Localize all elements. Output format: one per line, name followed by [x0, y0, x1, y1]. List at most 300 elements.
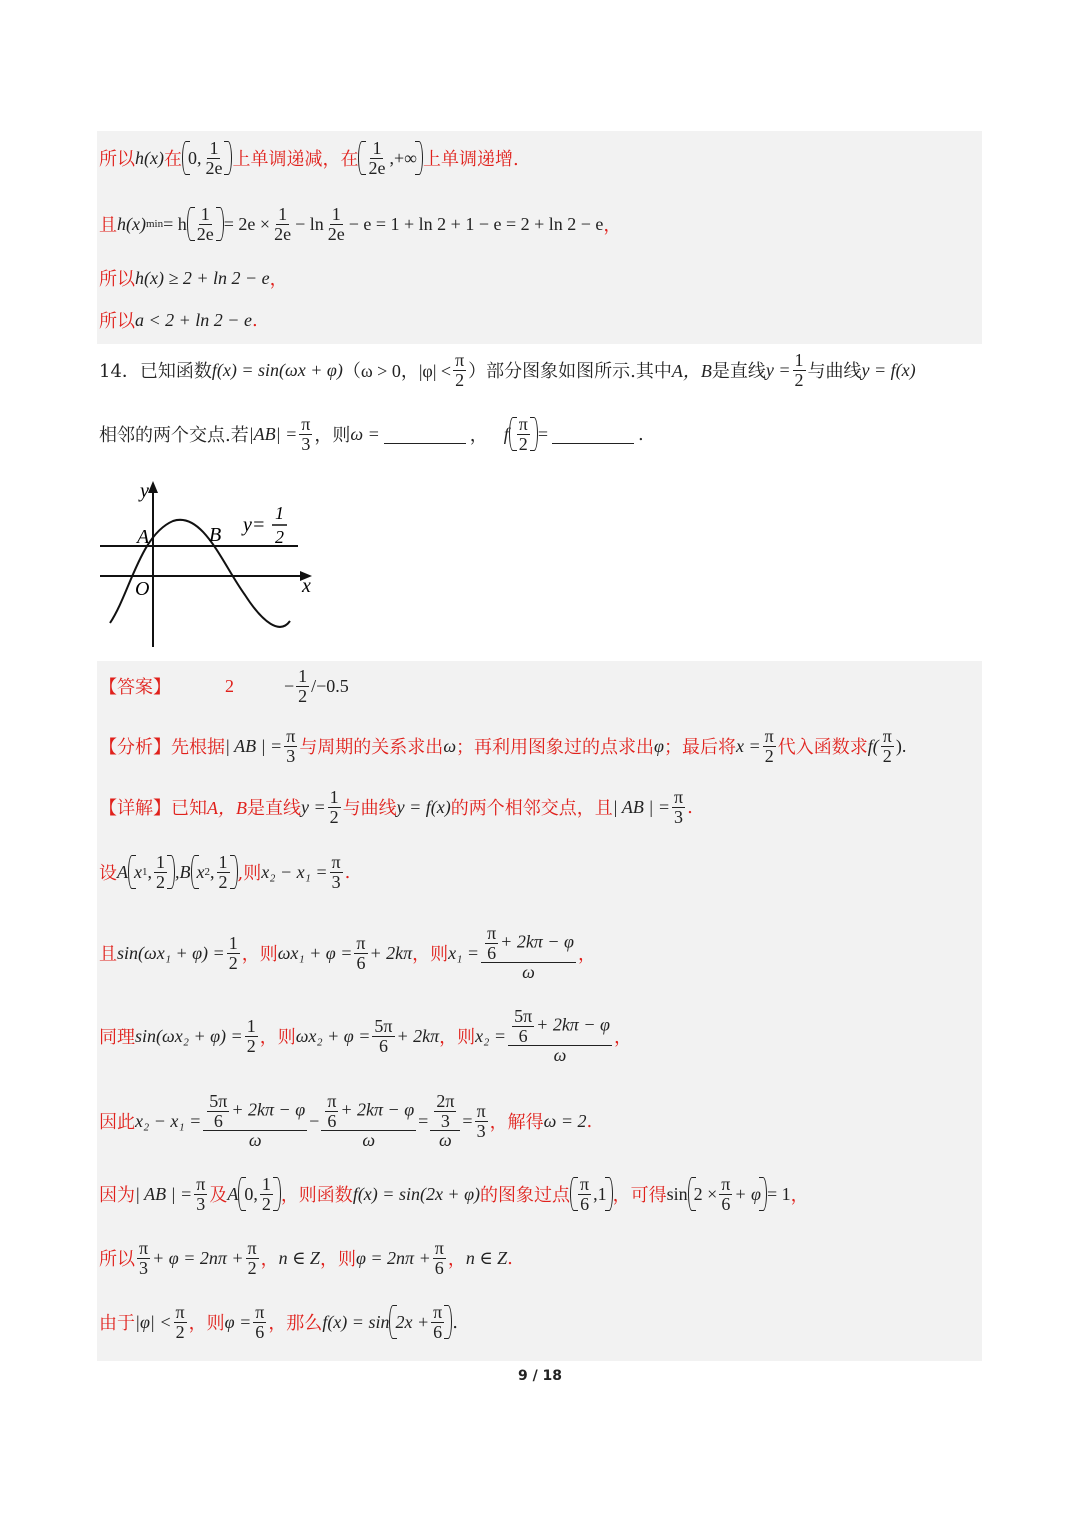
- math: ,B: [175, 861, 191, 882]
- fraction: [578, 1175, 591, 1214]
- fraction: [328, 788, 341, 827]
- answer-label: 【答案】: [99, 677, 171, 698]
- num: π: [764, 725, 774, 746]
- paren: [187, 205, 224, 244]
- detail-line-2: [99, 842, 350, 902]
- math: = h: [163, 213, 187, 234]
- fraction: [137, 1239, 150, 1278]
- math: −: [284, 675, 295, 696]
- y-axis-label: y: [140, 480, 149, 502]
- num: [430, 1092, 460, 1132]
- text: ，: [447, 1249, 466, 1270]
- fraction: [174, 1303, 187, 1342]
- num: 1: [261, 1173, 271, 1194]
- answer-value-1: 2: [225, 675, 234, 696]
- fraction: [485, 924, 498, 963]
- math: + 2kπ: [369, 942, 413, 963]
- math: y = f(x): [861, 359, 916, 380]
- math: y =: [301, 796, 326, 817]
- math: sin(ωx₁ + φ) =: [117, 942, 225, 963]
- text: ，则函数: [280, 1185, 353, 1206]
- math: x: [134, 861, 142, 882]
- point-b-label: B: [209, 524, 222, 546]
- num: 1: [156, 851, 165, 872]
- math: f(: [867, 735, 879, 756]
- text: ，则: [259, 1027, 296, 1048]
- fraction: [366, 139, 387, 178]
- text: 与曲线: [342, 798, 397, 819]
- den: 2: [228, 952, 238, 973]
- num: 1: [331, 203, 341, 224]
- interval-1: [182, 139, 233, 178]
- detail-line-6: [99, 1164, 809, 1224]
- text: 因为: [99, 1185, 135, 1206]
- subscript: 2: [204, 866, 210, 878]
- text: 与曲线: [807, 361, 862, 382]
- den: 2: [298, 685, 308, 706]
- num: π: [196, 1173, 206, 1194]
- math: |φ| <: [135, 1311, 172, 1332]
- num: π: [247, 1237, 257, 1258]
- fraction: [330, 853, 343, 892]
- math: + 2kπ − φ: [340, 1099, 415, 1120]
- num: 5π: [209, 1090, 228, 1111]
- den: 6: [518, 1025, 528, 1046]
- fraction: [512, 1007, 534, 1046]
- math: x₂ − x₁ =: [135, 1110, 202, 1131]
- text: .: [452, 1311, 458, 1333]
- y-axis-arrow: [148, 481, 158, 493]
- answer-line: [99, 656, 349, 716]
- fraction: [299, 415, 312, 454]
- math: =: [418, 1110, 429, 1131]
- text: 的两个相邻交点，且: [450, 798, 613, 819]
- text: 是直线: [711, 361, 766, 382]
- math: x =: [736, 735, 761, 756]
- num: π: [286, 725, 296, 746]
- detail-line-1: [99, 777, 693, 837]
- answer-value-2: /−0.5: [311, 675, 349, 696]
- den: 2: [246, 1035, 256, 1056]
- subscript: min: [145, 218, 164, 230]
- math: ω =: [350, 423, 380, 444]
- den: 2e: [327, 223, 345, 244]
- den: 2: [247, 1257, 257, 1278]
- math: x₂ − x₁ =: [261, 861, 328, 882]
- fraction: [793, 351, 806, 390]
- text: .: [687, 796, 693, 818]
- text: 相邻的两个交点.若: [99, 425, 249, 446]
- math: = 1: [767, 1183, 791, 1204]
- text: .: [507, 1247, 513, 1269]
- fraction: [203, 139, 224, 178]
- detail-line-4: [99, 1001, 632, 1071]
- text: ，那么: [268, 1313, 323, 1334]
- math: f: [503, 423, 509, 444]
- question-number: 14．已知函数: [99, 361, 212, 382]
- paren: [238, 1175, 281, 1214]
- den: 6: [327, 1110, 337, 1131]
- sine-graph-figure: [95, 475, 325, 655]
- math: x₂ =: [475, 1025, 507, 1046]
- num: [203, 1092, 307, 1132]
- text: 所以: [99, 149, 135, 170]
- den: 6: [433, 1321, 443, 1342]
- num: [321, 1092, 416, 1132]
- num: 5π: [374, 1015, 393, 1036]
- text: 与周期的关系求出: [299, 737, 444, 758]
- text: ；再利用图象过的点求出: [456, 737, 655, 758]
- num: 1: [298, 665, 308, 686]
- math: φ = 2nπ +: [355, 1247, 431, 1268]
- text: 的图象过点: [480, 1185, 571, 1206]
- math: ).: [895, 735, 907, 756]
- fraction: [433, 1239, 446, 1278]
- text: ，解得: [489, 1112, 544, 1133]
- den: 2: [218, 871, 228, 892]
- num: π: [331, 851, 341, 872]
- den: 3: [286, 745, 296, 766]
- x-axis-label: x: [302, 575, 311, 597]
- text: ，: [790, 1185, 809, 1206]
- text: ，可得: [612, 1185, 667, 1206]
- paren: x 2 , $\frac{1}{2}$: [191, 853, 238, 892]
- math: | AB | =: [225, 735, 283, 756]
- text: 代入函数求: [777, 737, 868, 758]
- num: 1: [278, 203, 288, 224]
- paren: [570, 1175, 613, 1214]
- math: ω = 2: [543, 1110, 587, 1131]
- paren: x 1 , $\frac{1}{2}$: [128, 853, 175, 892]
- den: 6: [721, 1193, 731, 1214]
- den: 2: [261, 1193, 271, 1214]
- math: x: [196, 861, 205, 882]
- subscript: 1: [142, 866, 148, 878]
- den: 6: [580, 1193, 590, 1214]
- den: 3: [440, 1110, 450, 1131]
- math: = 2e ×: [223, 213, 271, 234]
- math: x₁ =: [448, 942, 480, 963]
- math: + φ = 2nπ +: [152, 1247, 244, 1268]
- text: .: [344, 861, 351, 883]
- fraction: [763, 727, 776, 766]
- fraction: [284, 727, 297, 766]
- fraction: [217, 853, 230, 892]
- math: n ∈ Z: [278, 1247, 320, 1268]
- math: A: [117, 861, 128, 882]
- page-number: 9 / 18: [517, 1368, 563, 1384]
- math: | AB | =: [135, 1183, 193, 1204]
- num: π: [255, 1301, 265, 1322]
- den: 6: [434, 1257, 444, 1278]
- text: ，: [577, 944, 596, 965]
- math: y =: [765, 359, 791, 380]
- line-label: y=: [243, 514, 266, 536]
- analysis-line: [99, 716, 906, 776]
- paren: [509, 415, 538, 454]
- den: 2: [156, 871, 165, 892]
- num: π: [882, 725, 892, 746]
- math: − ln: [295, 213, 324, 234]
- num: π: [580, 1173, 590, 1194]
- prev-line-2: [99, 194, 621, 254]
- text: ，: [469, 425, 488, 446]
- text: 因此: [99, 1112, 135, 1133]
- fraction: [195, 205, 216, 244]
- text: 在: [163, 149, 182, 170]
- math: + 2kπ − φ: [231, 1099, 306, 1120]
- text: ，则: [188, 1313, 225, 1334]
- math: φ =: [224, 1311, 252, 1332]
- fraction: [326, 205, 347, 244]
- math: − e = 1 + ln 2 + 1 − e = 2 + ln 2 − e: [348, 213, 604, 234]
- den: ω: [439, 1130, 452, 1151]
- num: π: [476, 1100, 486, 1121]
- text: 上单调递减，在: [232, 149, 359, 170]
- detail-line-5: [99, 1086, 592, 1156]
- den: 3: [139, 1257, 149, 1278]
- fraction: [434, 1092, 456, 1131]
- math: 0,: [187, 147, 202, 168]
- math: f(x) = sin(ωx + φ): [211, 359, 343, 380]
- den: 2: [175, 1321, 185, 1342]
- math: y = f(x): [396, 796, 451, 817]
- den: 2: [329, 806, 339, 827]
- num: π: [673, 786, 684, 807]
- math: + 2kπ − φ: [500, 931, 574, 952]
- text: ，则: [314, 425, 351, 446]
- den: 6: [487, 942, 497, 963]
- math: A，B: [671, 361, 712, 381]
- fraction: [430, 1092, 460, 1151]
- num: 5π: [514, 1005, 533, 1026]
- fraction: [431, 1303, 444, 1342]
- paren: [688, 1175, 767, 1214]
- text: 所以: [99, 1249, 135, 1270]
- math: （ω > 0，|φ| <: [342, 361, 452, 381]
- text: 且: [99, 944, 117, 965]
- line-label-num: 1: [275, 503, 284, 523]
- math: −: [309, 1110, 320, 1131]
- fraction: [672, 788, 685, 827]
- math: ,1: [593, 1183, 607, 1204]
- den: 3: [476, 1120, 486, 1141]
- math: ωx₂ + φ =: [295, 1025, 371, 1046]
- math: + φ: [734, 1183, 761, 1204]
- den: ω: [522, 962, 535, 983]
- text: 由于: [99, 1313, 135, 1334]
- fraction: [354, 934, 367, 973]
- text: ；最后将: [664, 737, 736, 758]
- num: π: [455, 349, 465, 370]
- text: .: [251, 309, 258, 331]
- den: 2: [455, 369, 465, 390]
- num: π: [327, 1090, 337, 1111]
- fraction: [260, 1175, 273, 1214]
- text: ，则: [439, 1027, 476, 1048]
- fraction: [481, 924, 576, 983]
- num: 1: [372, 137, 382, 158]
- fraction: [245, 1017, 258, 1056]
- math: =: [537, 423, 548, 444]
- math: ,+∞: [389, 147, 417, 168]
- math: |AB| =: [248, 423, 298, 444]
- num: 1: [209, 137, 219, 158]
- den: 2e: [368, 157, 386, 178]
- text: 所以: [99, 311, 135, 332]
- den: 6: [356, 952, 366, 973]
- text: 先根据: [171, 737, 225, 758]
- fraction: [517, 415, 530, 454]
- math: f(x) = sin: [322, 1311, 390, 1332]
- text: .: [638, 423, 644, 445]
- num: 1: [794, 349, 804, 370]
- text: ，: [603, 215, 622, 236]
- paren: [389, 1303, 452, 1342]
- num: 2π: [436, 1090, 455, 1111]
- text: 设: [99, 863, 117, 884]
- fraction: [508, 1007, 612, 1066]
- den: 3: [331, 871, 341, 892]
- math: h(x): [117, 213, 146, 234]
- den: 3: [196, 1193, 206, 1214]
- fraction: [194, 1175, 207, 1214]
- num: 1: [228, 932, 238, 953]
- fraction: [296, 667, 309, 706]
- num: π: [175, 1301, 185, 1322]
- fraction: [207, 1092, 229, 1131]
- num: 1: [200, 203, 210, 224]
- den: 3: [674, 806, 684, 827]
- text: ，: [269, 269, 288, 290]
- fraction: [272, 205, 293, 244]
- math: sin(ωx₂ + φ) =: [135, 1025, 243, 1046]
- text: 同理: [99, 1027, 135, 1048]
- math: h(x) ≥ 2 + ln 2 − e: [135, 267, 270, 288]
- den: ω: [248, 1130, 262, 1151]
- math: A: [227, 1183, 239, 1204]
- line-label-den: 2: [275, 527, 284, 547]
- den: 2: [764, 745, 774, 766]
- math: =: [462, 1110, 473, 1131]
- num: π: [434, 1237, 444, 1258]
- fraction: [321, 1092, 416, 1151]
- den: 3: [301, 433, 311, 454]
- num: 1: [246, 1015, 256, 1036]
- math: 2x +: [395, 1311, 430, 1332]
- text: 所以: [99, 269, 135, 290]
- text: 上单调递增.: [422, 149, 519, 170]
- den: 2: [882, 745, 892, 766]
- fraction: [253, 1303, 266, 1342]
- math: sin: [666, 1183, 688, 1204]
- text: ，: [260, 1249, 279, 1270]
- den: 2e: [196, 223, 214, 244]
- den: ω: [362, 1130, 376, 1151]
- math: | AB | =: [612, 796, 670, 817]
- den: 6: [213, 1110, 223, 1131]
- num: π: [433, 1301, 443, 1322]
- detail-line-8: [99, 1292, 458, 1352]
- text: ，: [613, 1027, 632, 1048]
- origin-label: O: [135, 578, 150, 600]
- math: + 2kπ − φ: [536, 1014, 610, 1035]
- num: [508, 1007, 612, 1047]
- fraction: [453, 351, 466, 390]
- fraction: [203, 1092, 307, 1151]
- prev-line-1: [99, 128, 519, 188]
- question-line-2: [99, 404, 644, 464]
- num: 1: [329, 786, 339, 807]
- math: a < 2 + ln 2 − e: [135, 309, 252, 330]
- den: 6: [378, 1035, 388, 1056]
- detail-line-7: [99, 1228, 513, 1288]
- fraction: [227, 934, 240, 973]
- math: h(x): [135, 147, 164, 168]
- den: 6: [255, 1321, 265, 1342]
- text: ，则: [241, 944, 278, 965]
- fraction: [154, 853, 167, 892]
- text: ）部分图象如图所示.其中: [468, 361, 672, 382]
- fraction: [719, 1175, 732, 1214]
- num: π: [301, 413, 311, 434]
- text: ,则: [237, 863, 262, 884]
- detail-label: 【详解】: [99, 798, 171, 819]
- math: f(x) = sin(2x + φ): [352, 1183, 481, 1204]
- math: A，B: [207, 798, 247, 818]
- text: .: [586, 1110, 593, 1132]
- text: 是直线: [247, 798, 301, 819]
- den: 2: [518, 433, 528, 454]
- text: 且: [99, 215, 117, 236]
- detail-line-3: [99, 918, 596, 988]
- math: φ: [654, 735, 664, 756]
- fraction: [372, 1017, 394, 1056]
- math: ω: [443, 735, 457, 756]
- den: 2e: [205, 157, 223, 178]
- answer-blank-1[interactable]: [384, 425, 466, 444]
- math: n ∈ Z: [465, 1247, 508, 1268]
- den: 2: [794, 369, 804, 390]
- num: π: [487, 922, 497, 943]
- math: ωx₁ + φ =: [277, 942, 353, 963]
- num: π: [356, 932, 366, 953]
- fraction: [881, 727, 894, 766]
- num: 1: [218, 851, 228, 872]
- fraction: [325, 1092, 338, 1131]
- text: ，则: [319, 1249, 356, 1270]
- analysis-label: 【分析】: [99, 737, 171, 758]
- text: ，则: [412, 944, 449, 965]
- fraction: [475, 1102, 488, 1141]
- text: 已知: [171, 798, 207, 819]
- text: 及: [209, 1185, 228, 1206]
- num: π: [139, 1237, 149, 1258]
- den: ω: [553, 1045, 567, 1066]
- point-a-label: A: [137, 526, 150, 548]
- den: 2e: [274, 223, 292, 244]
- math: + 2kπ: [396, 1025, 440, 1046]
- math: 0,: [244, 1183, 258, 1204]
- math: 2 ×: [693, 1183, 718, 1204]
- num: π: [518, 413, 528, 434]
- num: [481, 924, 576, 964]
- num: π: [721, 1173, 731, 1194]
- question-line-1: [99, 340, 916, 400]
- fraction: [246, 1239, 259, 1278]
- interval-2: [358, 139, 422, 178]
- answer-blank-2[interactable]: [552, 425, 634, 444]
